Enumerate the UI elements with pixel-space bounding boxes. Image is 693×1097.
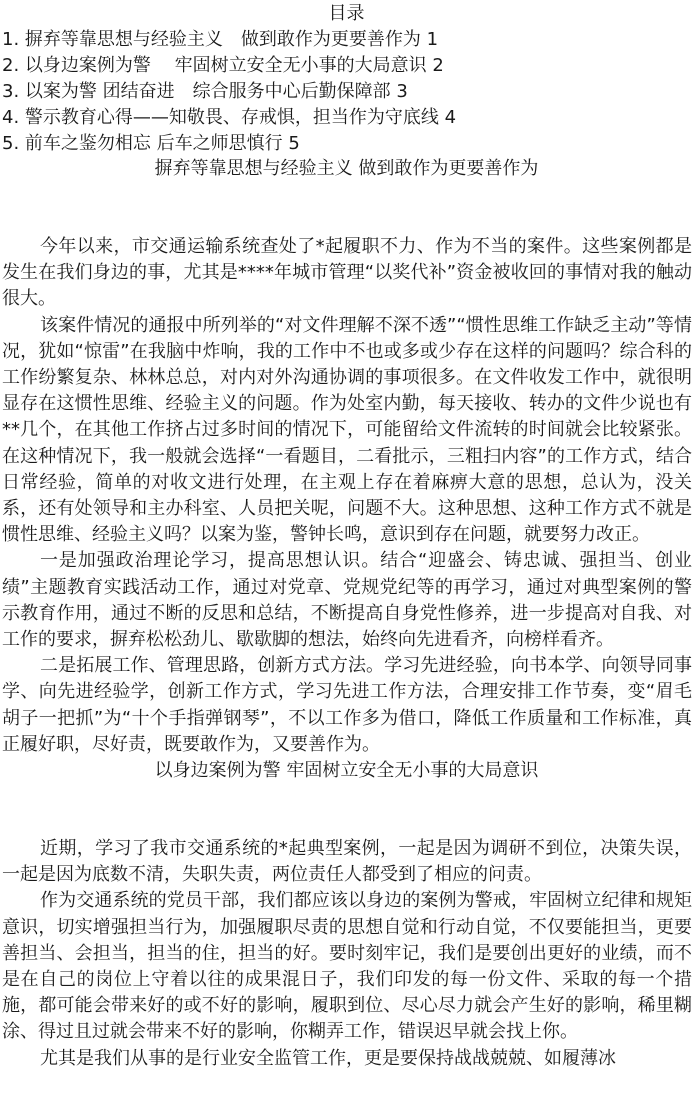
blank-line — [0, 182, 693, 234]
blank-line — [0, 784, 693, 836]
body-paragraph: 该案件情况的通报中所列举的“对文件理解不深不透”“惯性思维工作缺乏主动”等情况，犹如“惊雷”在我脑中炸响，我的工作中不也或多或少存在这样的问题吗？综合科的工作纷繁复杂、林林总总，对内对外沟通协调的事项很多。在文件收发工作中，就很明显存在这惯性思维、经验主义的问题。作为处室内勤，每天接收、转办的文件少说也有**几个，在其他工作挤占过多时间的情况下，可能留给文件流转的时间就会比较紧张。在这种情况下，我一般就会选择“一看题目，二看批示，三粗扫内容”的工作方式，结合日常经验，简单的对收文进行处理，在主观上存在着麻痹大意的思想，总认为，没关系，还有处领导和主办科室、人员把关呢，问题不大。这种思想、这种工作方式不就是惯性思维、经验主义吗？以案为鉴，警钟长鸣，意识到存在问题，就要努力改正。 — [2, 314, 692, 546]
section-title: 以身边案例为警 牢固树立安全无小事的大局意识 — [154, 760, 539, 782]
body-paragraph: 今年以来，市交通运输系统查处了*起履职不力、作为不当的案件。这些案例都是发生在我们身边的事，尤其是****年城市管理“以奖代补”资金被收回的事情对我的触动很大。 — [2, 236, 692, 310]
toc-item[interactable]: 2. 以身边案例为警 牢固树立安全无小事的大局意识 2 — [2, 55, 444, 76]
body-paragraph: 作为交通系统的党员干部，我们都应该以身边的案例为警戒，牢固树立纪律和规矩意识，切实增强担当行为，加强履职尽责的思想自觉和行动自觉，不仅要能担当，更要善担当、会担当，担当的住，担当的好。要时刻牢记，我们是要创出更好的业绩，而不是在自己的岗位上守着以往的成果混日子，我们印发的每一份文件、采取的每一个措施，都可能会带来好的或不好的影响，履职到位、尽心尽力就会产生好的影响，稀里糊涂、得过且过就会带来不好的影响，你糊弄工作，错误迟早就会找上你。 — [2, 890, 692, 1043]
body-paragraph: 一是加强政治理论学习，提高思想认识。结合“迎盛会、铸忠诚、强担当、创业绩”主题教育实践活动工作，通过对党章、党规党纪等的再学习，通过对典型案例的警示教育作用，通过不断的反思和总结，不断提高自身党性修养，进一步提高对自我、对工作的要求，摒弃松松劲儿、歇歇脚的想法，始终向先进看齐，向榜样看齐。 — [2, 550, 692, 651]
toc-item[interactable]: 5. 前车之鉴勿相忘 后车之师思慎行 5 — [2, 133, 300, 154]
toc-item[interactable]: 4. 警示教育心得——知敬畏、存戒惧，担当作为守底线 4 — [2, 107, 457, 128]
table-of-contents — [2, 27, 692, 157]
document-body — [0, 156, 693, 1072]
section-title: 摒弃等靠思想与经验主义 做到敢作为更要善作为 — [154, 158, 539, 179]
toc-title: 目录 — [328, 3, 365, 24]
toc-item[interactable]: 1. 摒弃等靠思想与经验主义 做到敢作为更要善作为 1 — [2, 29, 439, 50]
body-paragraph: 二是拓展工作、管理思路，创新方式方法。学习先进经验，向书本学、向领导同事学、向先进经验学，创新工作方式，学习先进工作方法，合理安排工作节奏，变“眉毛胡子一把抓”为“十个手指弹钢琴”，不以工作多为借口，降低工作质量和工作标准，真正履好职，尽好责，既要敢作为，又要善作为。 — [2, 655, 692, 755]
body-paragraph: 近期，学习了我市交通系统的*起典型案例，一起是因为调研不到位，决策失误，一起是因为底数不清，失职失责，两位责任人都受到了相应的问责。 — [2, 838, 692, 886]
toc-item[interactable]: 3. 以案为警 团结奋进 综合服务中心后勤保障部 3 — [2, 81, 408, 102]
body-paragraph: 尤其是我们从事的是行业安全监管工作，更是要保持战战兢兢、如履薄冰 — [40, 1047, 616, 1069]
